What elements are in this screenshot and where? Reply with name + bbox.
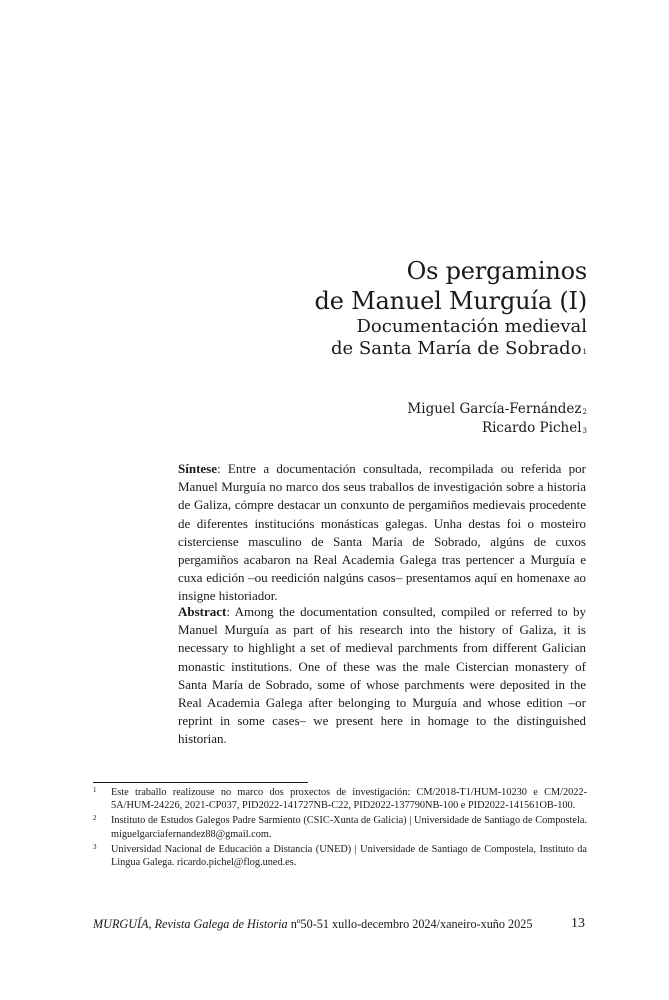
authors [407, 400, 587, 438]
author-2 [407, 419, 587, 438]
footnote-text: Universidad Nacional de Educación a Distancia (UNED) | Universidade de Santiago de Compostela, Instituto da Lingua Galega. ricardo.pichel@flog.uned.es. [111, 843, 587, 869]
title-line-1: Os pergaminos [406, 257, 587, 285]
footnote-2 [93, 814, 587, 840]
abstract-label: Abstract [178, 604, 227, 619]
title-block [315, 256, 587, 360]
footnote-1 [93, 786, 587, 812]
journal-issue: nº50-51 xullo-decembro 2024/xaneiro-xuño 2025 [287, 917, 533, 931]
footnote-3 [93, 843, 587, 869]
sintese-paragraph [178, 460, 586, 606]
footnotes [93, 786, 587, 871]
subtitle-line-2-text: de Santa María de Sobrado [331, 338, 582, 359]
footnote-number: 3 [93, 842, 97, 851]
sintese-text: : Entre a documentación consultada, recompilada ou referida por Manuel Murguía no marco dos seus traballos de investigación sobre a historia de Galiza, cómpre destacar un conxunto de pergamiños medievais procedente de diferentes institucións monásticas galegas. Unha destas foi o mosteiro cisterciense masculino de Santa María de Sobrado, algúns de cuxos pergamiños acabaron na Real Academia Galega tras pertencer a Murguía e cuxa edición –ou reedición nalgúns casos– presentamos aquí en homenaxe ao insigne historiador. [178, 461, 586, 604]
footnote-ref-2[interactable]: 2 [582, 408, 587, 416]
footnote-divider [93, 782, 308, 783]
footnote-ref-1[interactable]: 1 [582, 348, 587, 356]
footnote-text: Instituto de Estudos Galegos Padre Sarmiento (CSIC-Xunta de Galicia) | Universidade de Santiago de Compostela. miguelgarciafernandez88@gmail.com. [111, 815, 587, 840]
subtitle-line-1: Documentación medieval [356, 316, 587, 337]
journal-name: MURGUÍA, Revista Galega de Historia [93, 917, 288, 931]
abstract-text: : Among the documentation consulted, compiled or referred to by Manuel Murguía as part of his research into the history of Galiza, it is necessary to highlight a set of medieval parchments from different Galician monastic institutions. One of these was the male Cistercian monastery of Santa María de Sobrado, some of whose parchments were deposited in the Real Academia Galega after belonging to Murguía and whose edition –or reprint in some cases– we present here in homage to the distinguished historian. [178, 604, 586, 747]
author-2-name: Ricardo Pichel [481, 420, 582, 436]
abstract-paragraph [178, 603, 586, 749]
title-line-2: de Manuel Murguía (I) [314, 287, 587, 315]
author-1 [407, 400, 587, 419]
author-1-name: Miguel García-Fernández [407, 401, 582, 417]
sintese-label: Síntese [178, 461, 217, 476]
footnote-ref-3[interactable]: 3 [582, 427, 587, 435]
page-footer [93, 916, 587, 932]
page-number: 13 [571, 916, 585, 931]
footnote-text: Este traballo realizouse no marco dos proxectos de investigación: CM/2018-T1/HUM-10230 e CM/2022-5A/HUM-24226, 2021-CP037, PID2022-141727NB-C22, PID2022-137790NB-100 e PID2022-141561OB-100. [111, 787, 587, 812]
footnote-number: 2 [93, 814, 97, 823]
footnote-number: 1 [93, 786, 97, 794]
subtitle-line-2 [315, 338, 587, 360]
